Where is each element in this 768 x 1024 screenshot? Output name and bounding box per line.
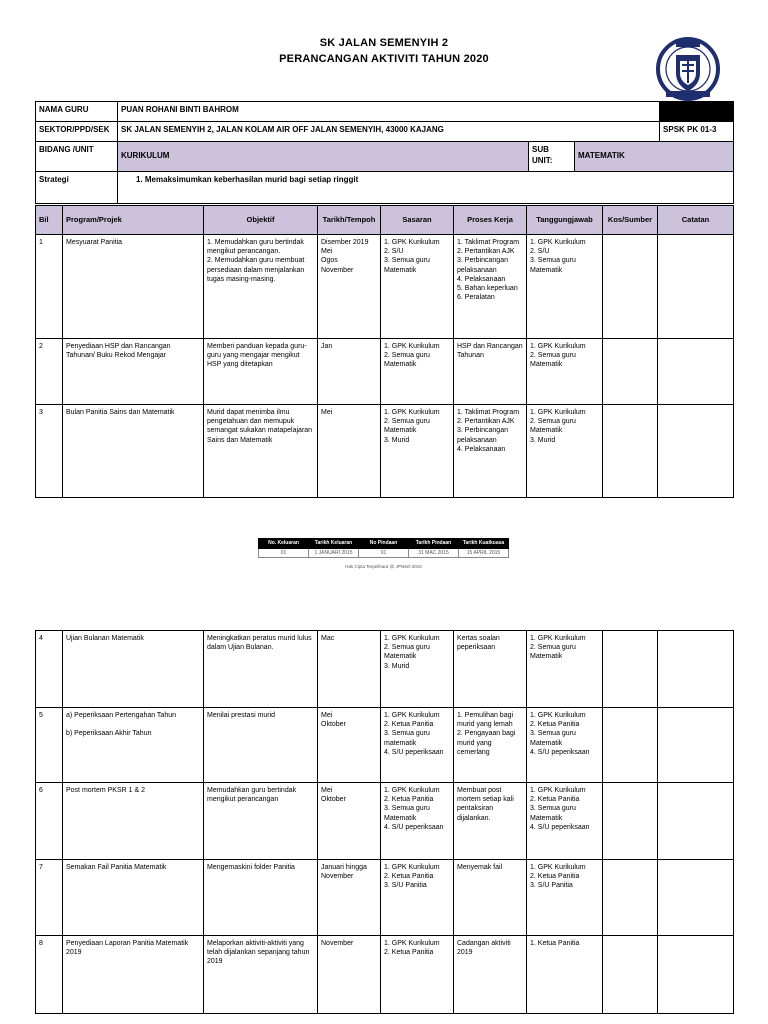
col-header-program: Program/Projek [63,206,204,235]
cell-tarikh: Mei Oktober [318,708,381,783]
cell-catatan [658,936,734,1014]
cell-objektif: 1. Memudahkan guru bertindak mengikut perancangan. 2. Memudahkan guru membuat persediaan dalam menjalankan tugas masing-masing. [204,235,318,339]
cell-catatan [658,339,734,405]
col-header-kos: Kos/Sumber [603,206,658,235]
cell-bil: 7 [36,860,63,936]
activity-table-page-2 [35,630,734,1014]
cell-sasaran: 1. GPK Kurikulum 2. Ketua Panitia 3. S/U Panitia [381,860,454,936]
cell-kos [603,405,658,498]
cell-catatan [658,860,734,936]
cell-proses: HSP dan Rancangan Tahunan [454,339,527,405]
cell-tarikh: Disember 2019 Mei Ogos November [318,235,381,339]
ctl-header-tarikh-kuatkuasa: Tarikh Kuatkuasa [459,539,509,549]
cell-sasaran: 1. GPK Kurikulum 2. Ketua Panitia [381,936,454,1014]
cell-kos [603,860,658,936]
table-row [36,405,734,498]
col-header-sasaran: Sasaran [381,206,454,235]
cell-tanggungjawab: 1. GPK Kurikulum 2. S/U 3. Semua guru Matematik [527,235,603,339]
col-header-tanggungjawab: Tanggungjawab [527,206,603,235]
strategi-label: Strategi [36,172,118,204]
col-header-bil: Bil [36,206,63,235]
cell-program: a) Peperiksaan Pertengahan Tahun b) Peperiksaan Akhir Tahun [63,708,204,783]
cell-sasaran: 1. GPK Kurikulum 2. Semua guru Matematik [381,339,454,405]
table-row [36,860,734,936]
ctl-value-tarikh-kuatkuasa: 15 APRIL 2015 [459,548,509,558]
cell-objektif: Meningkatkan peratus murid lulus dalam Ujian Bulanan. [204,631,318,708]
cell-kos [603,783,658,860]
cell-program: Post mortem PKSR 1 & 2 [63,783,204,860]
cell-tarikh: November [318,936,381,1014]
cell-tanggungjawab: 1. GPK Kurikulum 2. Ketua Panitia 3. Semua guru Matematik 4. S/U peperiksaan [527,708,603,783]
plan-title: PERANCANGAN AKTIVITI TAHUN 2020 [279,53,489,65]
cell-tarikh: Mei Oktober [318,783,381,860]
info-table [35,101,734,204]
cell-proses: Membuat post mortem setiap kali pentaksiran dijalankan. [454,783,527,860]
cell-sasaran: 1. GPK Kurikulum 2. S/U 3. Semua guru Matematik [381,235,454,339]
cell-catatan [658,405,734,498]
cell-program: Penyediaan HSP dan Rancangan Tahunan/ Buku Rekod Mengajar [63,339,204,405]
cell-tarikh: Mei [318,405,381,498]
col-header-objektif: Objektif [204,206,318,235]
cell-tanggungjawab: 1. GPK Kurikulum 2. Semua guru Matematik [527,631,603,708]
cell-catatan [658,235,734,339]
cell-proses: 1. Taklimat Program 2. Pertantikan AJK 3. Perbincangan pelaksanaan 4. Pelaksanaan [454,405,527,498]
sub-unit-label: SUB UNIT: [529,142,575,172]
table-row [36,339,734,405]
cell-tanggungjawab: 1. GPK Kurikulum 2. Semua guru Matematik [527,339,603,405]
cell-objektif: Memberi panduan kepada guru-guru yang mengajar mengikut HSP yang ditetapkan [204,339,318,405]
strategi-value: 1. Memaksimumkan keberhasilan murid bagi setiap ringgit [118,172,734,204]
ctl-header-no-pindaan: No Pindaan [359,539,409,549]
doc-code: SPSK PK 01-3 [660,122,734,142]
cell-sasaran: 1. GPK Kurikulum 2. Semua guru Matematik 3. Murid [381,631,454,708]
table-row [36,708,734,783]
col-header-catatan: Catatan [658,206,734,235]
cell-catatan [658,783,734,860]
cell-tanggungjawab: 1. GPK Kurikulum 2. Semua guru Matematik 3. Murid [527,405,603,498]
cell-objektif: Murid dapat menimba ilmu pengetahuan dan memupuk semangat sukakan matapelajaran Sains dan Matematik [204,405,318,498]
cell-bil: 5 [36,708,63,783]
cell-kos [603,235,658,339]
cell-program: Mesyuarat Panitia [63,235,204,339]
ctl-header-no-keluaran: No. Keluaran [259,539,309,549]
cell-proses: 1. Taklimat Program 2. Pertantikan AJK 3. Perbincangan pelaksanaan 4. Pelaksanaan 5. Bahan keperluan 6. Peralatan [454,235,527,339]
code-header-cell [660,102,734,122]
cell-program: Ujian Bulanan Matematik [63,631,204,708]
cell-program: Semakan Fail Panitia Matematik [63,860,204,936]
copyright-note: Hak Cipta Terpelihara @ JPNSel 2015 [345,564,422,569]
nama-guru-label: NAMA GURU [36,102,118,122]
ctl-header-tarikh-pindaan: Tarikh Pindaan [409,539,459,549]
table-row [36,235,734,339]
nama-guru-value: PUAN ROHANI BINTI BAHROM [118,102,660,122]
cell-bil: 4 [36,631,63,708]
school-title: SK JALAN SEMENYIH 2 [319,37,449,49]
cell-bil: 2 [36,339,63,405]
cell-proses: 1. Pemulihan bagi murid yang lemah 2. Pengayaan bagi murid yang cemerlang [454,708,527,783]
cell-proses: Kertas soalan peperiksaan [454,631,527,708]
cell-bil: 1 [36,235,63,339]
cell-objektif: Menilai prestasi murid [204,708,318,783]
ctl-value-no-keluaran: 01 [259,548,309,558]
cell-kos [603,936,658,1014]
bidang-value: KURIKULUM [118,142,529,172]
cell-tanggungjawab: 1. Ketua Panitia [527,936,603,1014]
table-row [36,936,734,1014]
cell-bil: 3 [36,405,63,498]
school-logo-icon [656,35,720,105]
cell-kos [603,339,658,405]
cell-objektif: Mengemaskini folder Panitia [204,860,318,936]
ctl-value-tarikh-pindaan: 31 MAC 2015 [409,548,459,558]
ctl-value-no-pindaan: 01 [359,548,409,558]
col-header-proses: Proses Kerja [454,206,527,235]
cell-sasaran: 1. GPK Kurikulum 2. Ketua Panitia 3. Semua guru matematik 4. S/U peperiksaan [381,708,454,783]
cell-bil: 6 [36,783,63,860]
cell-proses: Cadangan aktiviti 2019 [454,936,527,1014]
sektor-value: SK JALAN SEMENYIH 2, JALAN KOLAM AIR OFF JALAN SEMENYIH, 43000 KAJANG [118,122,660,142]
cell-sasaran: 1. GPK Kurikulum 2. Semua guru Matematik 3. Murid [381,405,454,498]
cell-tanggungjawab: 1. GPK Kurikulum 2. Ketua Panitia 3. S/U Panitia [527,860,603,936]
table-row [36,631,734,708]
table-header-row [36,206,734,235]
cell-kos [603,631,658,708]
cell-objektif: Memudahkan guru bertindak mengikut perancangan [204,783,318,860]
cell-catatan [658,708,734,783]
cell-kos [603,708,658,783]
cell-program: Penyediaan Laporan Panitia Matematik 2019 [63,936,204,1014]
cell-proses: Menyemak fail [454,860,527,936]
cell-tarikh: Jan [318,339,381,405]
cell-bil: 8 [36,936,63,1014]
cell-catatan [658,631,734,708]
ctl-value-tarikh-keluaran: 1 JANUARI 2015 [309,548,359,558]
document-control-table [258,538,509,558]
sub-unit-value: MATEMATIK [575,142,734,172]
cell-objektif: Melaporkan aktiviti-aktiviti yang telah dijalankan sepanjang tahun 2019 [204,936,318,1014]
cell-tarikh: Mac [318,631,381,708]
ctl-header-tarikh-keluaran: Tarikh Keluaran [309,539,359,549]
cell-sasaran: 1. GPK Kurikulum 2. Ketua Panitia 3. Semua guru Matematik 4. S/U peperiksaan [381,783,454,860]
sektor-label: SEKTOR/PPD/SEK [36,122,118,142]
cell-program: Bulan Panitia Sains dan Matematik [63,405,204,498]
table-row [36,783,734,860]
activity-table-page-1 [35,205,734,498]
cell-tarikh: Januari hingga November [318,860,381,936]
bidang-label: BIDANG /UNIT [36,142,118,172]
col-header-tarikh: Tarikh/Tempoh [318,206,381,235]
cell-tanggungjawab: 1. GPK Kurikulum 2. Ketua Panitia 3. Semua guru Matematik 4. S/U peperiksaan [527,783,603,860]
